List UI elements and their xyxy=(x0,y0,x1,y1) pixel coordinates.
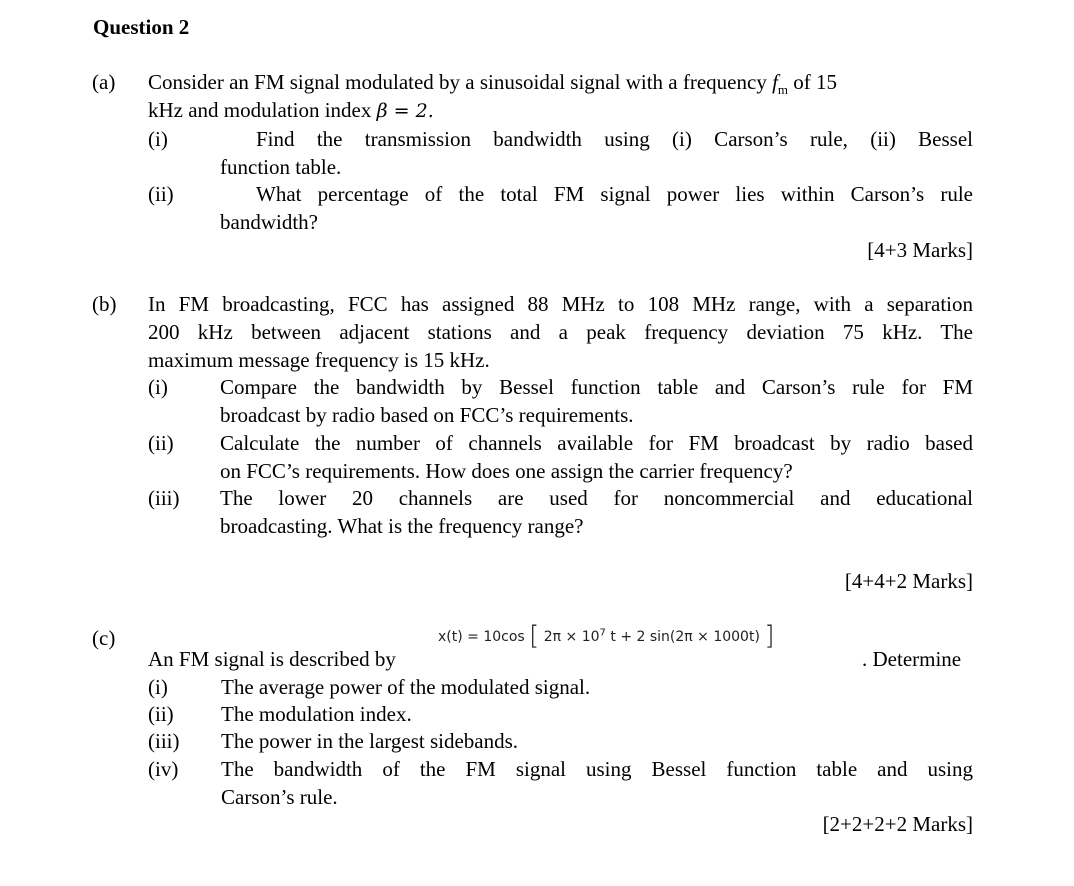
beta-expression: β = 2. xyxy=(376,100,434,122)
part-c-item-iv-line2: Carson’s rule. xyxy=(221,785,338,809)
part-a-stem-end: of 15 xyxy=(788,70,838,94)
part-c-label: (c) xyxy=(92,626,116,650)
part-b-stem-line2: 200 kHz between adjacent stations and a peak frequency deviation 75 kHz. The xyxy=(148,320,973,344)
part-a-item-i-label: (i) xyxy=(148,127,168,151)
part-a-marks: [4+3 Marks] xyxy=(867,238,973,262)
fm-subscript: m xyxy=(777,82,789,98)
formula-exponent: 7 xyxy=(599,627,606,639)
part-b-item-i-line1: Compare the bandwidth by Bessel function table and Carson’s rule for FM xyxy=(220,375,973,399)
part-b-item-ii-label: (ii) xyxy=(148,431,174,455)
part-b-item-iii-line2: broadcasting. What is the frequency range? xyxy=(220,514,584,538)
part-c-item-i-label: (i) xyxy=(148,675,168,699)
part-a-label: (a) xyxy=(92,70,116,94)
question-title: Question 2 xyxy=(93,15,190,39)
part-a-stem-line2-text: kHz and modulation index xyxy=(148,98,372,122)
part-c-item-iv-line1: The bandwidth of the FM signal using Bessel function table and using xyxy=(221,757,973,781)
part-a-stem-line1 xyxy=(148,68,974,96)
part-c-item-iv-label: (iv) xyxy=(148,757,179,781)
part-b-stem-line3: maximum message frequency is 15 kHz. xyxy=(148,348,490,372)
part-b-item-iii-label: (iii) xyxy=(148,486,180,510)
part-a-item-ii-line1: What percentage of the total FM signal power lies within Carson’s rule xyxy=(256,182,973,206)
part-a-item-ii-line2: bandwidth? xyxy=(220,210,318,234)
part-a-item-i-line1: Find the transmission bandwidth using (i) Carson’s rule, (ii) Bessel xyxy=(256,127,973,151)
part-b-item-ii-line1: Calculate the number of channels available for FM broadcast by radio based xyxy=(220,431,973,455)
fm-symbol: f xyxy=(772,70,778,94)
formula-open-bracket: [ xyxy=(529,621,540,651)
formula-close-bracket: ] xyxy=(764,621,775,651)
fm-signal-formula xyxy=(438,621,775,651)
part-c-stem-end: . Determine xyxy=(862,647,962,671)
part-b-marks: [4+4+2 Marks] xyxy=(844,569,973,593)
formula-lhs: x(t) = 10cos xyxy=(438,629,525,645)
part-b-item-i-line2: broadcast by radio based on FCC’s requirements. xyxy=(220,403,634,427)
part-c-stem: An FM signal is described by xyxy=(148,647,396,671)
part-b-stem-line1: In FM broadcasting, FCC has assigned 88 MHz to 108 MHz range, with a separation xyxy=(148,292,973,316)
part-a-stem-text: Consider an FM signal modulated by a sinusoidal signal with a frequency xyxy=(148,70,767,94)
part-c-item-iii-line1: The power in the largest sidebands. xyxy=(221,729,519,753)
part-b-item-i-label: (i) xyxy=(148,375,168,399)
formula-part2: t + 2 sin(2π × 1000t) xyxy=(610,629,760,645)
part-c-item-ii-label: (ii) xyxy=(148,702,174,726)
formula-part1: 2π × 10 xyxy=(543,629,600,645)
part-a-item-ii-label: (ii) xyxy=(148,182,174,206)
part-b-item-iii-line1: The lower 20 channels are used for noncommercial and educational xyxy=(220,486,973,510)
part-c-item-iii-label: (iii) xyxy=(148,729,180,753)
part-a-item-i-line2: function table. xyxy=(220,155,342,179)
part-b-item-ii-line2: on FCC’s requirements. How does one assign the carrier frequency? xyxy=(220,459,793,483)
part-c-item-ii-line1: The modulation index. xyxy=(221,702,412,726)
part-b-label: (b) xyxy=(92,292,117,316)
part-a-stem-line2 xyxy=(148,96,434,125)
part-c-marks: [2+2+2+2 Marks] xyxy=(822,812,973,836)
part-c-item-i-line1: The average power of the modulated signal. xyxy=(221,675,591,699)
